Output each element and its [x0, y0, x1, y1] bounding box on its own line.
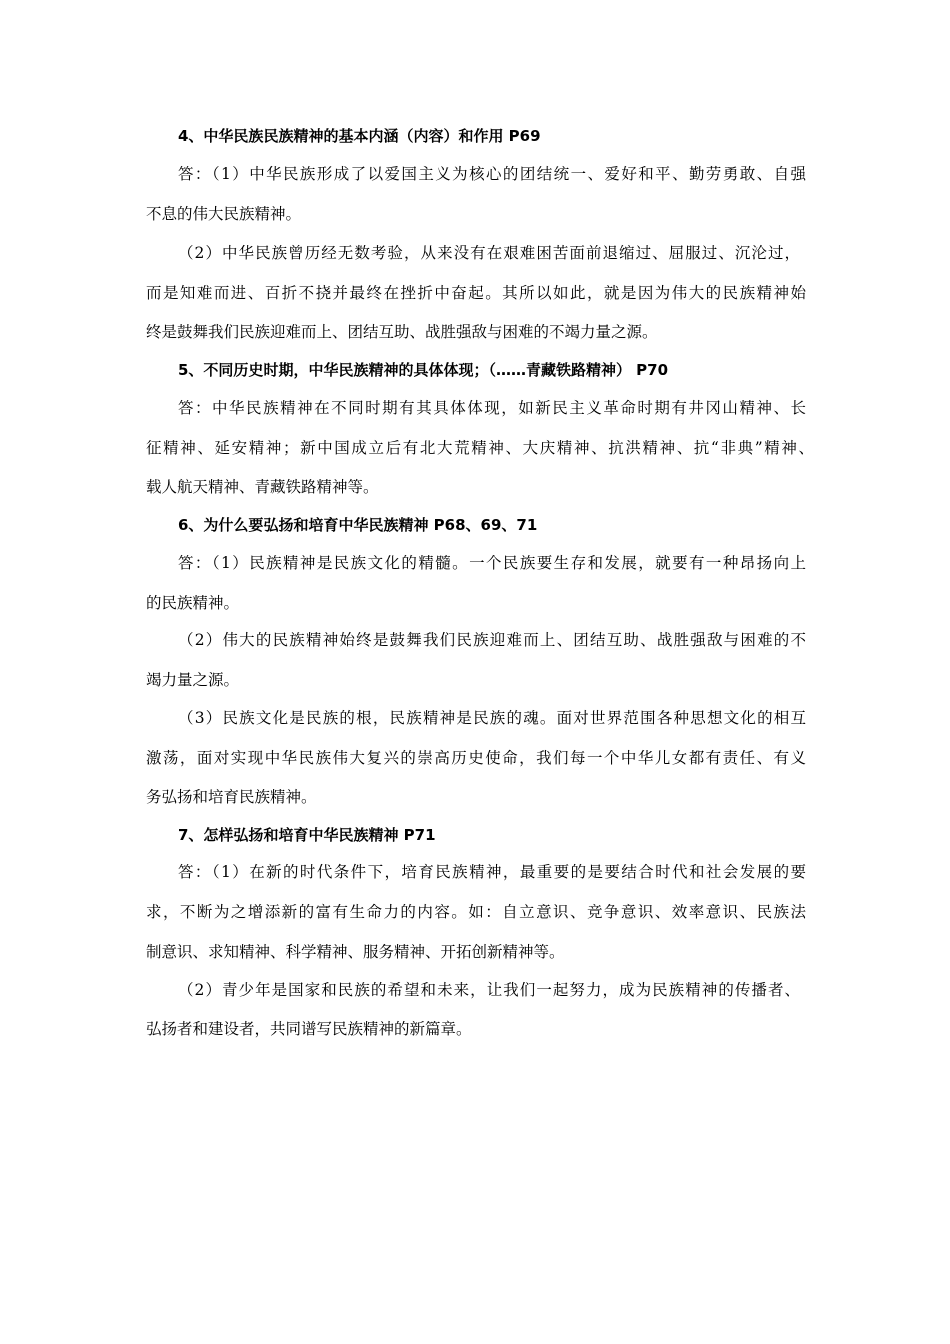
paragraph-line: 载人航天精神、青藏铁路精神等。	[146, 478, 379, 496]
section-heading-6: 6、为什么要弘扬和培育中华民族精神 P68、69、71	[178, 516, 538, 534]
paragraph-line: 务弘扬和培育民族精神。	[146, 788, 317, 806]
paragraph-line: 答：（1）中华民族形成了以爱国主义为核心的团结统一、爱好和平、勤劳勇敢、自强	[178, 165, 806, 183]
section-heading-7: 7、怎样弘扬和培育中华民族精神 P71	[178, 826, 436, 844]
paragraph-line: （2）中华民族曾历经无数考验，从来没有在艰难困苦面前退缩过、屈服过、沉沦过，	[178, 244, 800, 262]
paragraph-line: 制意识、求知精神、科学精神、服务精神、开拓创新精神等。	[146, 943, 565, 961]
paragraph-line: 终是鼓舞我们民族迎难而上、团结互助、战胜强敌与困难的不竭力量之源。	[146, 323, 658, 341]
paragraph-line: （3）民族文化是民族的根，民族精神是民族的魂。面对世界范围各种思想文化的相互	[178, 709, 806, 727]
paragraph-line: 求，不断为之增添新的富有生命力的内容。如：自立意识、竞争意识、效率意识、民族法	[146, 903, 806, 921]
paragraph-line: （2）伟大的民族精神始终是鼓舞我们民族迎难而上、团结互助、战胜强敌与困难的不	[178, 631, 806, 649]
section-heading-4: 4、中华民族民族精神的基本内涵（内容）和作用 P69	[178, 127, 541, 145]
paragraph-line: 答：（1）民族精神是民族文化的精髓。一个民族要生存和发展，就要有一种昂扬向上	[178, 554, 806, 572]
paragraph-line: 不息的伟大民族精神。	[146, 205, 302, 223]
paragraph-line: 征精神、延安精神；新中国成立后有北大荒精神、大庆精神、抗洪精神、抗“非典”精神、	[146, 439, 814, 457]
section-heading-5: 5、不同历史时期，中华民族精神的具体体现；（……青藏铁路精神） P70	[178, 361, 669, 379]
paragraph-line: 答：（1）在新的时代条件下，培育民族精神，最重要的是要结合时代和社会发展的要	[178, 863, 806, 881]
paragraph-line: 竭力量之源。	[146, 671, 240, 689]
paragraph-line: 弘扬者和建设者，共同谱写民族精神的新篇章。	[146, 1020, 472, 1038]
paragraph-line: 的民族精神。	[146, 594, 240, 612]
paragraph-line: （2）青少年是国家和民族的希望和未来，让我们一起努力，成为民族精神的传播者、	[178, 981, 800, 999]
paragraph-line: 而是知难而进、百折不挠并最终在挫折中奋起。其所以如此，就是因为伟大的民族精神始	[146, 284, 806, 302]
paragraph-line: 激荡，面对实现中华民族伟大复兴的崇高历史使命，我们每一个中华儿女都有责任、有义	[146, 749, 806, 767]
paragraph-line: 答：中华民族精神在不同时期有其具体体现，如新民主义革命时期有井冈山精神、长	[178, 399, 806, 417]
